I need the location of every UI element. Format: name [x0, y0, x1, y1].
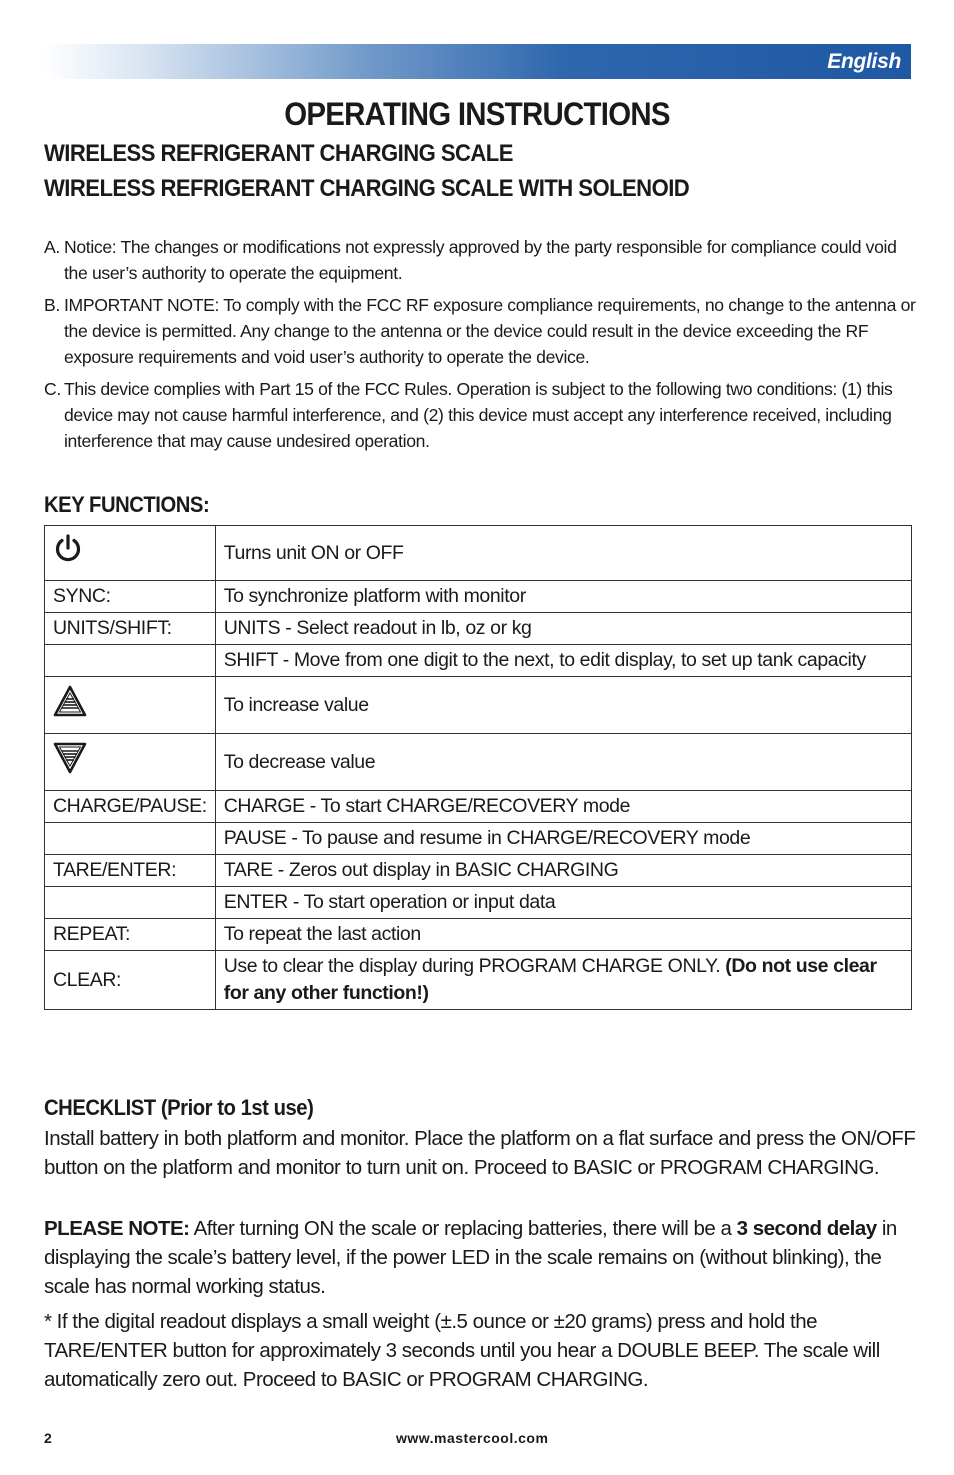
desc-cell: UNITS - Select readout in lb, oz or kg: [215, 613, 911, 645]
table-row: [45, 613, 912, 645]
key-cell: CHARGE/PAUSE:: [45, 791, 216, 823]
table-row: [45, 734, 912, 791]
header-band: [44, 44, 911, 79]
delay-emphasis: 3 second delay: [736, 1217, 877, 1240]
desc-cell: ENTER - To start operation or input data: [215, 887, 911, 919]
clear-warning-text: (Do not use clear for any other function!): [223, 955, 877, 1004]
table-row: [45, 581, 912, 613]
checklist-paragraph-2: [44, 1214, 924, 1301]
desc-cell: TARE - Zeros out display in BASIC CHARGING: [215, 855, 911, 887]
key-cell: [45, 645, 216, 677]
key-cell: SYNC:: [45, 581, 216, 613]
desc-cell: To synchronize platform with monitor: [215, 581, 911, 613]
notice-text: IMPORTANT NOTE: To comply with the FCC RF exposure compliance requirements, no change to the antenna or the device is permitted. Any change to the antenna or the device could result in the device exceeding the RF exposure requirements and void user’s authority to operate the device.: [64, 295, 916, 367]
page-number: 2: [44, 1430, 52, 1446]
notice-text: Notice: The changes or modifications not expressly approved by the party responsible for compliance could void the user’s authority to operate the equipment.: [64, 237, 897, 283]
key-cell: CLEAR:: [45, 951, 216, 1010]
key-cell: [45, 526, 216, 581]
key-cell: [45, 734, 216, 791]
notice-label: A.: [44, 237, 60, 257]
key-functions-table: [44, 525, 912, 1010]
website-url: www.mastercool.com: [396, 1430, 549, 1446]
notice-c: [44, 376, 924, 454]
up-triangle-icon: [53, 685, 87, 725]
clear-desc-text: Use to clear the display during PROGRAM CHARGE ONLY.: [223, 955, 721, 977]
checklist-paragraph-1: Install battery in both platform and monitor. Place the platform on a flat surface and press the ON/OFF button on the platform and monitor to turn unit on. Proceed to BASIC or PROGRAM CHARGING.: [44, 1127, 916, 1179]
desc-cell: To increase value: [215, 677, 911, 734]
notice-label: B.: [44, 295, 60, 315]
key-cell: [45, 887, 216, 919]
key-cell: UNITS/SHIFT:: [45, 613, 216, 645]
language-label: English: [827, 50, 901, 73]
table-row: [45, 823, 912, 855]
table-row: [45, 791, 912, 823]
key-cell: TARE/ENTER:: [45, 855, 216, 887]
desc-cell: To decrease value: [215, 734, 911, 791]
desc-cell: PAUSE - To pause and resume in CHARGE/RECOVERY mode: [215, 823, 911, 855]
key-cell: [45, 823, 216, 855]
subtitle-2: WIRELESS REFRIGERANT CHARGING SCALE WITH SOLENOID: [44, 175, 690, 202]
key-cell: REPEAT:: [45, 919, 216, 951]
desc-cell: SHIFT - Move from one digit to the next, to edit display, to set up tank capacity: [215, 645, 911, 677]
down-triangle-icon: [53, 742, 87, 782]
checklist-title: CHECKLIST (Prior to 1st use): [44, 1095, 314, 1120]
notice-a: [44, 234, 924, 286]
notice-text: This device complies with Part 15 of the FCC Rules. Operation is subject to the following two conditions: (1) this device may not cause harmful interference, and (2) this device must accept any interference received, including interference that may cause undesired operation.: [64, 379, 893, 451]
desc-cell: CHARGE - To start CHARGE/RECOVERY mode: [215, 791, 911, 823]
notice-b: [44, 292, 924, 370]
please-note-text-b: in displaying the scale’s battery level, if the power LED in the scale remains on (without blinking), the scale has normal working status.: [44, 1217, 897, 1298]
key-functions-title: KEY FUNCTIONS:: [44, 492, 210, 517]
table-row: [45, 919, 912, 951]
please-note-lead: PLEASE NOTE:: [44, 1217, 190, 1240]
notices-list: [44, 234, 924, 460]
notice-label: C.: [44, 379, 61, 399]
power-icon: [53, 533, 83, 573]
table-row: [45, 526, 912, 581]
table-row: [45, 855, 912, 887]
table-row: [45, 645, 912, 677]
desc-cell: Turns unit ON or OFF: [215, 526, 911, 581]
desc-cell: [215, 951, 911, 1010]
table-row: [45, 887, 912, 919]
checklist-paragraph-3: * If the digital readout displays a small weight (±.5 ounce or ±20 grams) press and hold the TARE/ENTER button for approximately 3 seconds until you hear a DOUBLE BEEP. The scale will automatically zero out. Proceed to BASIC or PROGRAM CHARGING.: [44, 1310, 880, 1391]
desc-cell: To repeat the last action: [215, 919, 911, 951]
table-row: [45, 951, 912, 1010]
subtitle-1: WIRELESS REFRIGERANT CHARGING SCALE: [44, 140, 513, 167]
table-row: [45, 677, 912, 734]
page-title: OPERATING INSTRUCTIONS: [284, 96, 670, 132]
please-note-text-a: After turning ON the scale or replacing batteries, there will be a: [189, 1217, 737, 1240]
key-cell: [45, 677, 216, 734]
